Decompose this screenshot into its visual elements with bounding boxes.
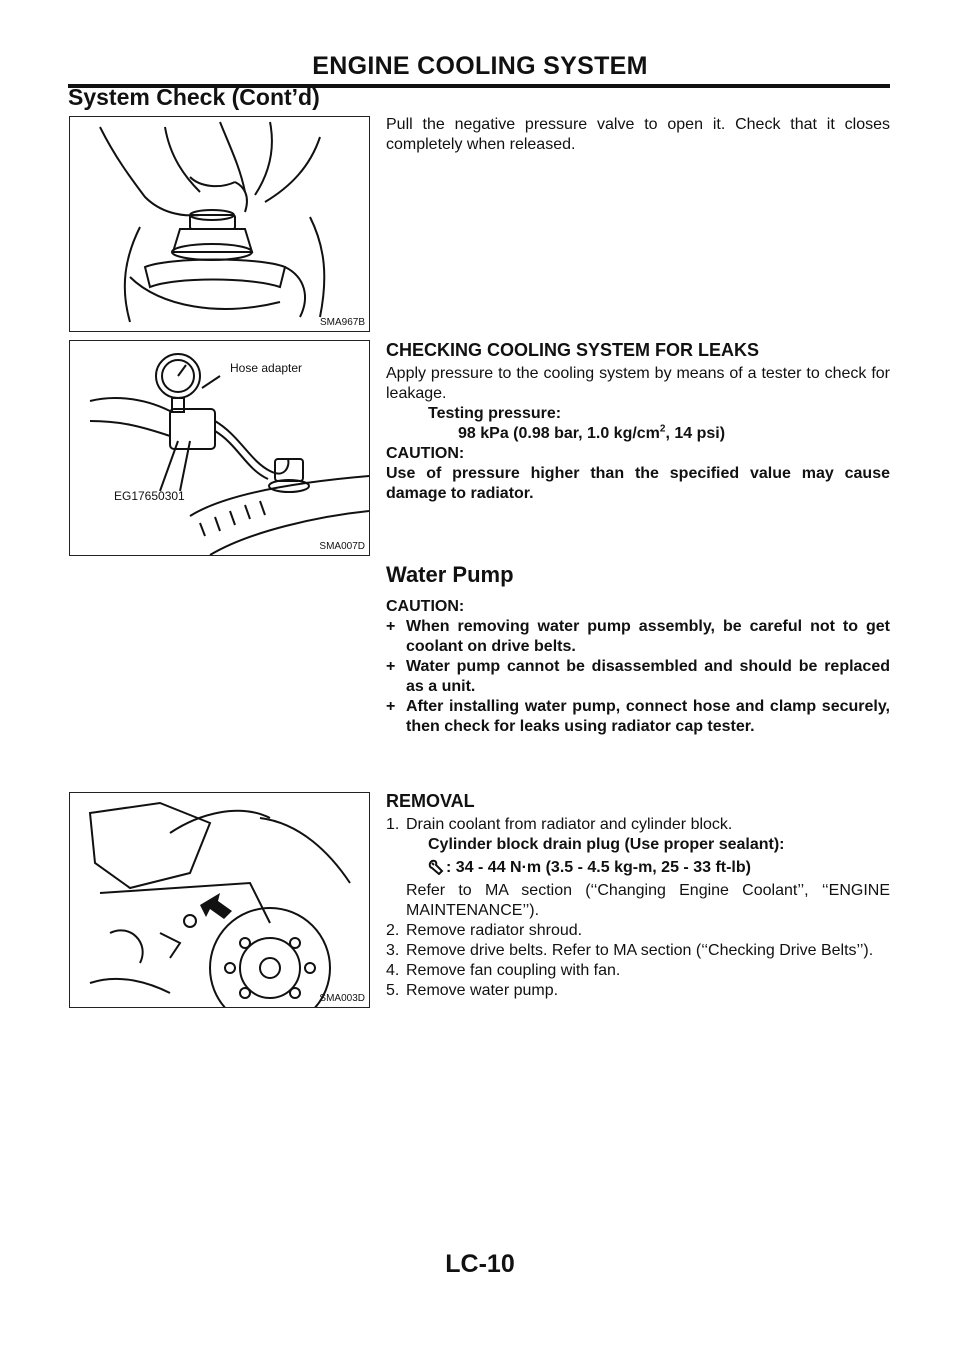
section-title: System Check (Cont’d) [68,84,320,110]
leaks-heading: CHECKING COOLING SYSTEM FOR LEAKS [386,340,760,360]
water-pump-caution: CAUTION: + When removing water pump assembly, be careful not to get coolant on drive belts. + Water pump cannot be disassembled and should be replaced as a unit. + After installing water pump, connect hose and clamp securely, then check for leaks using radiator cap tester. [386,598,890,735]
leaks-caution-label: CAUTION: [386,445,465,462]
refer-ma-section: Refer to MA section (‘‘Changing Engine Coolant’’, ‘‘ENGINE MAINTENANCE’’). [406,882,890,919]
testing-pressure-label: Testing pressure: [428,405,562,422]
drain-plug-torque: : 34 - 44 N·m (3.5 - 4.5 kg-m, 25 - 33 ft-lb) [386,858,890,881]
figure-code: SMA003D [319,993,365,1004]
removal-steps [386,815,890,1001]
figure-label-tool-number: EG17650301 [114,489,185,503]
figure-code: SMA967B [319,317,365,328]
caution-bullet: + When removing water pump assembly, be careful not to get coolant on drive belts. [386,618,890,655]
caution-bullet: + After installing water pump, connect hose and clamp securely, then check for leaks using radiator cap tester. [386,698,890,735]
engine-drain-plug-illustration [70,793,369,1007]
leaks-section: Apply pressure to the cooling system by means of a tester to check for leakage. Testing pressure: 98 kPa (0.98 bar, 1.0 $kg/cm^2$, 14 psi) CAUTION: Use of pressure higher than the specified value may cause damage to radiator. [386,365,890,502]
torque-wrench-icon [428,859,444,881]
pointer-arrow-icon [200,893,232,919]
pressure-tester-illustration [70,341,369,555]
removal-step: 2. Remove radiator shroud. [386,922,583,939]
removal-step: 4. Remove fan coupling with fan. [386,962,621,979]
figure-label-hose-adapter: Hose adapter [230,361,303,375]
removal-step: 3. Remove drive belts. Refer to MA section (‘‘Checking Drive Belts’’). [386,942,874,959]
negative-valve-illustration [70,117,369,331]
removal-step: 1. Drain coolant from radiator and cylinder block. [386,816,733,833]
figure-pressure-tester [69,340,370,556]
figure-code: SMA007D [319,541,365,552]
page-number: LC-10 [445,1250,515,1278]
leaks-caution-text: Use of pressure higher than the specified value may cause damage to radiator. [386,465,890,502]
removal-step: 5. Remove water pump. [386,982,559,999]
drain-plug-label: Cylinder block drain plug (Use proper sealant): [428,836,785,853]
figure-drain-plug [69,792,370,1008]
figure-negative-valve [69,116,370,332]
negative-valve-instruction: Pull the negative pressure valve to open it. Check that it closes completely when released. [386,116,890,153]
caution-bullet: + Water pump cannot be disassembled and should be replaced as a unit. [386,658,890,695]
removal-heading: REMOVAL [386,791,475,811]
manual-section-title: ENGINE COOLING SYSTEM [312,52,648,80]
water-pump-heading: Water Pump [386,562,514,587]
testing-pressure-value: 98 kPa (0.98 bar, 1.0 $kg/cm^2$, 14 psi) [458,423,726,442]
